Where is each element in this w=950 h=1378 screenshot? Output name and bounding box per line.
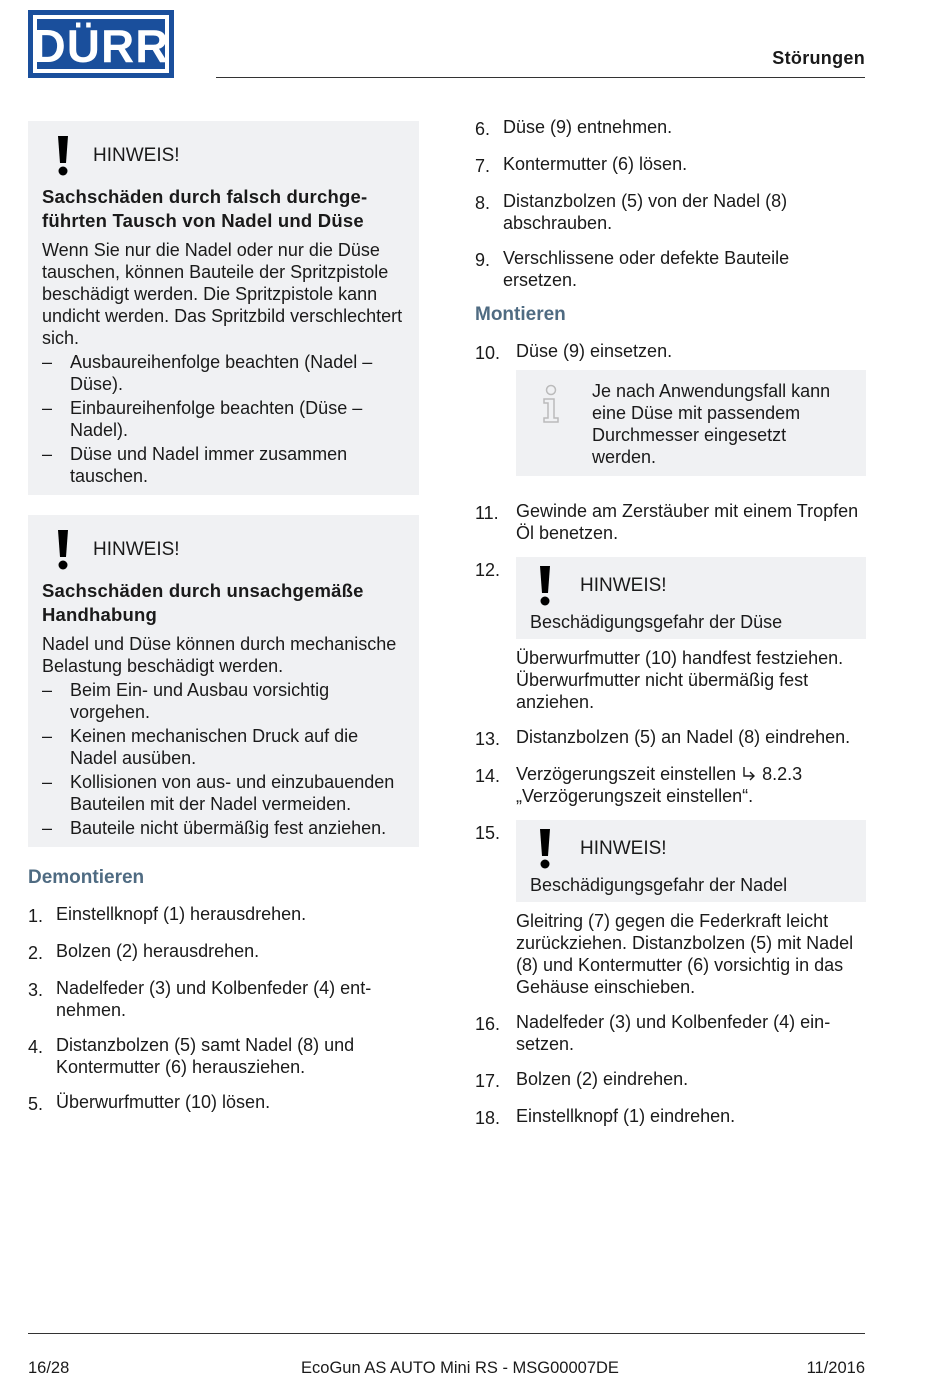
step-number: 9. (475, 250, 491, 270)
duerr-logo (28, 10, 174, 78)
notice-text: Wenn Sie nur die Nadel oder nur die Düse tauschen, können Bauteile der Spritzpistole beschädigt werden. Die Spritzpistole kann undicht werden. Das Spritzbild verschlechtert sich. (42, 240, 403, 348)
step-number: 7. (475, 156, 491, 176)
step-text: Distanzbolzen (5) an Nadel (8) eindrehen. (516, 727, 851, 747)
exclamation-icon (42, 530, 84, 570)
bullet-item: – Bauteile nicht übermäßig fest anziehen. (42, 817, 405, 839)
document-date: 11/2016 (806, 1359, 865, 1377)
step-item (28, 940, 419, 964)
step-item (475, 340, 866, 486)
step-number: 1. (28, 906, 44, 926)
demontieren-steps (28, 903, 419, 1115)
step-item (475, 1068, 866, 1092)
step-item (28, 1034, 419, 1078)
step-item (475, 116, 866, 140)
arrow-reference-icon (741, 764, 762, 784)
exclamation-icon (530, 566, 560, 606)
step-number: 15. (475, 823, 501, 843)
section-heading-montieren: Montieren (475, 304, 566, 325)
cross-reference-title[interactable]: „Verzögerungszeit einstellen“. (516, 786, 754, 806)
step-item (475, 247, 866, 291)
bullet-item: – Einbaureihenfolge beachten (Düse – Nadel). (42, 397, 405, 441)
cross-reference-link[interactable]: 8.2.3 (762, 764, 803, 784)
step-number: 17. (475, 1071, 501, 1091)
notice-header (530, 563, 852, 609)
step-item (28, 977, 419, 1021)
step-item (475, 500, 866, 544)
step-item (475, 1105, 866, 1129)
step-text: Kontermutter (6) lösen. (503, 154, 688, 174)
step-text: Düse (9) entnehmen. (503, 117, 673, 137)
step-number: 4. (28, 1037, 44, 1057)
step-text: Bolzen (2) herausdrehen. (56, 941, 260, 961)
notice-bullets (42, 679, 405, 839)
notice-header (42, 131, 405, 181)
right-column (475, 116, 866, 1142)
notice-box-nadel (516, 820, 866, 902)
step-item (475, 820, 866, 998)
step-item (28, 903, 419, 927)
notice-subtitle: Beschädigungsgefahr der Düse (530, 612, 783, 632)
step-text: Gleitring (7) gegen die Federkraft leicht zurückziehen. Distanzbolzen (5) mit Nadel (8) und Kontermutter (6) vorsichtig in das Gehäuse einschieben. (516, 911, 854, 997)
header-divider (216, 77, 865, 78)
step-text: Einstellknopf (1) herausdrehen. (56, 904, 307, 924)
notice-title: Sachschäden durch falsch durchgeführten Tausch von Nadel und Düse (42, 186, 368, 231)
notice-label: HINWEIS! (93, 145, 180, 166)
step-item (475, 153, 866, 177)
step-number: 12. (475, 560, 501, 580)
step-number: 8. (475, 193, 491, 213)
bullet-item: – Keinen mechanischen Druck auf die Nadel ausüben. (42, 725, 405, 769)
bullet-item: – Düse und Nadel immer zusammen tauschen. (42, 443, 405, 487)
info-text: Je nach Anwendungsfall kann eine Düse mit passendem Durchmesser eingesetzt werden. (592, 381, 831, 467)
step-text: Gewinde am Zerstäuber mit einem Tropfen Öl benetzen. (516, 501, 859, 543)
step-number: 16. (475, 1014, 501, 1034)
step-text: Überwurfmutter (10) handfest festziehen. Überwurfmutter nicht übermäßig fest anziehen. (516, 648, 844, 712)
step-number: 10. (475, 343, 501, 363)
step-text: Verschlissene oder defekte Bauteile ersetzen. (503, 248, 790, 290)
info-icon (530, 380, 592, 468)
bullet-item: – Ausbaureihenfolge beachten (Nadel – Düse). (42, 351, 405, 395)
step-item (475, 557, 866, 713)
bullet-item: – Kollisionen von aus- und einzubauenden Bauteilen mit der Nadel vermeiden. (42, 771, 405, 815)
step-text: Verzögerungszeit einstellen (516, 764, 742, 784)
notice-box-handhabung (28, 515, 419, 847)
step-number: 13. (475, 729, 501, 749)
notice-header (42, 525, 405, 575)
document-id: EcoGun AS AUTO Mini RS - MSG00007DE (301, 1359, 619, 1377)
exclamation-icon (530, 829, 560, 869)
bullet-item: – Beim Ein- und Ausbau vorsichtig vorgehen. (42, 679, 405, 723)
step-number: 2. (28, 943, 44, 963)
montieren-steps (475, 340, 866, 1129)
step-text: Bolzen (2) eindrehen. (516, 1069, 689, 1089)
footer-divider (28, 1333, 865, 1334)
step-text: Nadelfeder (3) und Kolbenfeder (4) entnehmen. (56, 978, 372, 1020)
notice-label: HINWEIS! (580, 575, 667, 596)
section-heading-demontieren: Demontieren (28, 867, 145, 888)
section-title: Störungen (772, 48, 865, 68)
step-number: 5. (28, 1094, 44, 1114)
step-number: 11. (475, 503, 499, 523)
exclamation-icon (42, 136, 84, 176)
notice-label: HINWEIS! (93, 539, 180, 560)
step-text: Distanzbolzen (5) samt Nadel (8) und Kontermutter (6) herausziehen. (56, 1035, 355, 1077)
notice-box-tausch (28, 121, 419, 495)
notice-subtitle: Beschädigungsgefahr der Nadel (530, 875, 788, 895)
page-number: 16/28 (28, 1359, 70, 1377)
step-number: 14. (475, 766, 501, 786)
demontieren-steps-continued (475, 116, 866, 291)
notice-header (530, 826, 852, 872)
logo-text: DÜRR (32, 20, 170, 72)
step-item (475, 726, 866, 750)
step-text: Überwurfmutter (10) lösen. (56, 1092, 271, 1112)
step-number: 18. (475, 1108, 501, 1128)
step-item (475, 763, 866, 807)
notice-text: Nadel und Düse können durch mechanische Belastung beschädigt werden. (42, 634, 397, 676)
step-item (475, 1011, 866, 1055)
notice-title: Sachschäden durch unsachgemäße Handhabung (42, 580, 364, 625)
step-number: 6. (475, 119, 491, 139)
info-box (516, 370, 866, 476)
step-text: Distanzbolzen (5) von der Nadel (8) abschrauben. (503, 191, 788, 233)
notice-bullets (42, 351, 405, 487)
step-item (28, 1091, 419, 1115)
step-text: Nadelfeder (3) und Kolbenfeder (4) einsetzen. (516, 1012, 831, 1054)
step-number: 3. (28, 980, 44, 1000)
left-column (28, 121, 419, 1128)
notice-label: HINWEIS! (580, 838, 667, 859)
step-item (475, 190, 866, 234)
step-text: Einstellknopf (1) eindrehen. (516, 1106, 736, 1126)
notice-box-duese (516, 557, 866, 639)
step-text: Düse (9) einsetzen. (516, 341, 673, 361)
